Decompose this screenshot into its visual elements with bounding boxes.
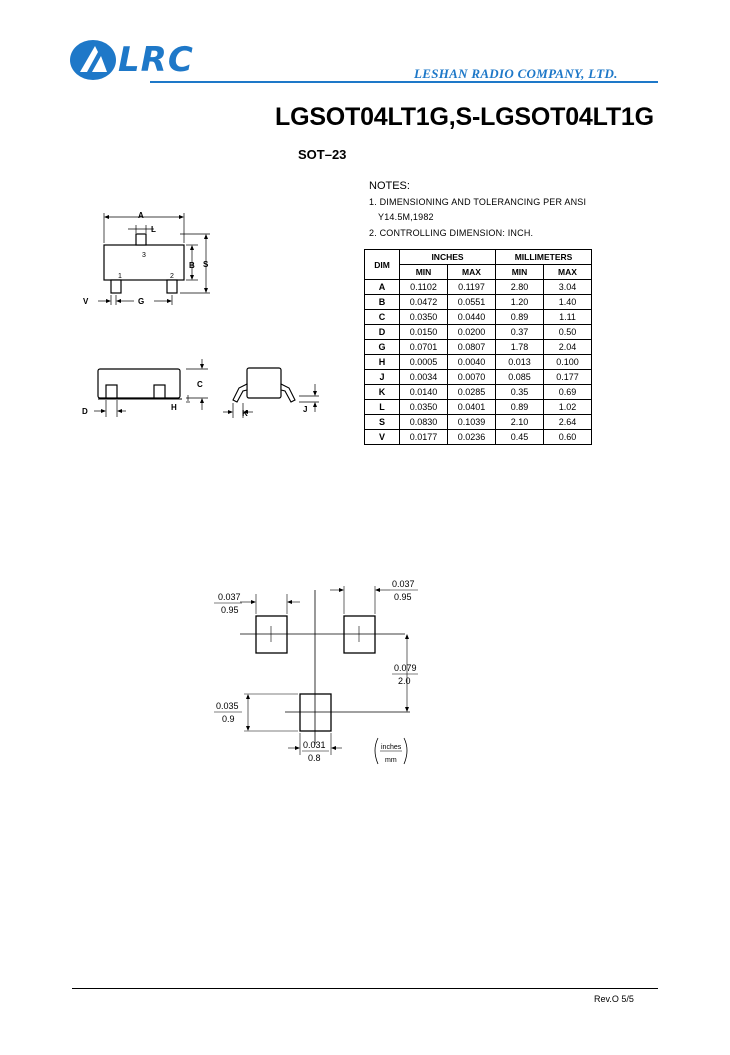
table-row <box>365 370 592 385</box>
dimension-table <box>364 249 592 445</box>
value-cell: 0.60 <box>544 430 592 445</box>
value-cell: 0.0285 <box>448 385 496 400</box>
value-cell: 0.0350 <box>400 400 448 415</box>
dim-cell: H <box>365 355 400 370</box>
value-cell: 1.20 <box>496 295 544 310</box>
table-row <box>365 310 592 325</box>
pad-width2-inches: 0.037 <box>392 579 415 589</box>
table-row <box>365 400 592 415</box>
footer-rule <box>72 988 658 989</box>
package-name: SOT–23 <box>298 147 347 162</box>
value-cell: 1.78 <box>496 340 544 355</box>
value-cell: 0.35 <box>496 385 544 400</box>
value-cell: 0.89 <box>496 400 544 415</box>
logo-text: LRC <box>118 40 194 80</box>
value-cell: 1.40 <box>544 295 592 310</box>
value-cell: 0.177 <box>544 370 592 385</box>
pad-width-inches: 0.037 <box>218 592 241 602</box>
pad-height-inches: 0.035 <box>216 701 239 711</box>
table-row <box>365 355 592 370</box>
value-cell: 0.50 <box>544 325 592 340</box>
pad-width-mm: 0.95 <box>221 605 239 615</box>
dim-label-v: V <box>83 297 89 306</box>
dim-label-h: H <box>171 403 177 412</box>
sub-header: MIN <box>496 265 544 280</box>
value-cell: 2.80 <box>496 280 544 295</box>
value-cell: 2.04 <box>544 340 592 355</box>
dim-label-g: G <box>138 297 145 306</box>
unit-mm: mm <box>385 757 397 764</box>
sub-header: MIN <box>400 265 448 280</box>
value-cell: 0.0701 <box>400 340 448 355</box>
dim-cell: V <box>365 430 400 445</box>
pitch-inches: 0.079 <box>394 663 417 673</box>
package-top-view-drawing <box>78 205 228 315</box>
note-2: 2. CONTROLLING DIMENSION: INCH. <box>369 228 534 238</box>
pad-height-mm: 0.9 <box>222 714 235 724</box>
value-cell: 0.0440 <box>448 310 496 325</box>
part-title: LGSOT04LT1G,S-LGSOT04LT1G <box>275 103 654 131</box>
package-side-view-drawing <box>78 355 228 425</box>
dim-label-b: B <box>189 261 195 270</box>
dim-label-a: A <box>138 211 144 220</box>
company-name: LESHAN RADIO COMPANY, LTD. <box>414 66 618 81</box>
table-row <box>365 280 592 295</box>
table-row <box>365 430 592 445</box>
value-cell: 0.0040 <box>448 355 496 370</box>
table-row <box>365 385 592 400</box>
table-row <box>365 415 592 430</box>
value-cell: 0.0807 <box>448 340 496 355</box>
millimeters-header: MILLIMETERS <box>496 250 592 265</box>
pad-x-mm: 0.8 <box>308 753 321 763</box>
dim-cell: C <box>365 310 400 325</box>
dim-cell: J <box>365 370 400 385</box>
unit-inches: inches <box>381 744 402 751</box>
value-cell: 0.0472 <box>400 295 448 310</box>
value-cell: 0.0005 <box>400 355 448 370</box>
value-cell: 2.64 <box>544 415 592 430</box>
inches-header: INCHES <box>400 250 496 265</box>
dim-cell: D <box>365 325 400 340</box>
value-cell: 1.11 <box>544 310 592 325</box>
dimension-table-body <box>365 280 592 445</box>
sub-header: MAX <box>448 265 496 280</box>
dim-cell: L <box>365 400 400 415</box>
dim-label-l: L <box>151 225 156 234</box>
dim-cell: K <box>365 385 400 400</box>
value-cell: 0.013 <box>496 355 544 370</box>
value-cell: 0.1102 <box>400 280 448 295</box>
header-rule <box>150 81 658 83</box>
dim-label-s: S <box>203 260 209 269</box>
value-cell: 0.69 <box>544 385 592 400</box>
value-cell: 1.02 <box>544 400 592 415</box>
value-cell: 0.0140 <box>400 385 448 400</box>
table-row <box>365 325 592 340</box>
value-cell: 0.0401 <box>448 400 496 415</box>
pad-width2-mm: 0.95 <box>394 592 412 602</box>
value-cell: 0.89 <box>496 310 544 325</box>
value-cell: 0.0150 <box>400 325 448 340</box>
value-cell: 0.0034 <box>400 370 448 385</box>
value-cell: 2.10 <box>496 415 544 430</box>
value-cell: 0.0830 <box>400 415 448 430</box>
dim-label-j: J <box>303 405 308 414</box>
note-1: 1. DIMENSIONING AND TOLERANCING PER ANSI <box>369 197 587 207</box>
value-cell: 3.04 <box>544 280 592 295</box>
dim-label-d: D <box>82 407 88 416</box>
dim-cell: A <box>365 280 400 295</box>
package-end-view-drawing <box>215 360 330 430</box>
dim-label-c: C <box>197 380 203 389</box>
value-cell: 0.37 <box>496 325 544 340</box>
value-cell: 0.0551 <box>448 295 496 310</box>
value-cell: 0.45 <box>496 430 544 445</box>
dim-label-k: K <box>242 409 248 418</box>
dim-cell: G <box>365 340 400 355</box>
value-cell: 0.100 <box>544 355 592 370</box>
value-cell: 0.0350 <box>400 310 448 325</box>
notes-heading: NOTES: <box>369 180 410 192</box>
table-row <box>365 295 592 310</box>
solder-footprint-drawing <box>200 570 440 770</box>
pin-label-1: 1 <box>118 273 122 280</box>
value-cell: 0.085 <box>496 370 544 385</box>
dim-cell: S <box>365 415 400 430</box>
sub-header: MAX <box>544 265 592 280</box>
dim-header: DIM <box>365 250 400 280</box>
value-cell: 0.0200 <box>448 325 496 340</box>
dim-cell: B <box>365 295 400 310</box>
table-row <box>365 340 592 355</box>
value-cell: 0.0070 <box>448 370 496 385</box>
value-cell: 0.0177 <box>400 430 448 445</box>
pin-label-3: 3 <box>142 252 146 259</box>
pad-x-inches: 0.031 <box>303 740 326 750</box>
value-cell: 0.0236 <box>448 430 496 445</box>
revision-label: Rev.O 5/5 <box>594 994 634 1004</box>
value-cell: 0.1197 <box>448 280 496 295</box>
note-1-continued: Y14.5M,1982 <box>378 212 434 222</box>
value-cell: 0.1039 <box>448 415 496 430</box>
pin-label-2: 2 <box>170 273 174 280</box>
pitch-mm: 2.0 <box>398 676 411 686</box>
